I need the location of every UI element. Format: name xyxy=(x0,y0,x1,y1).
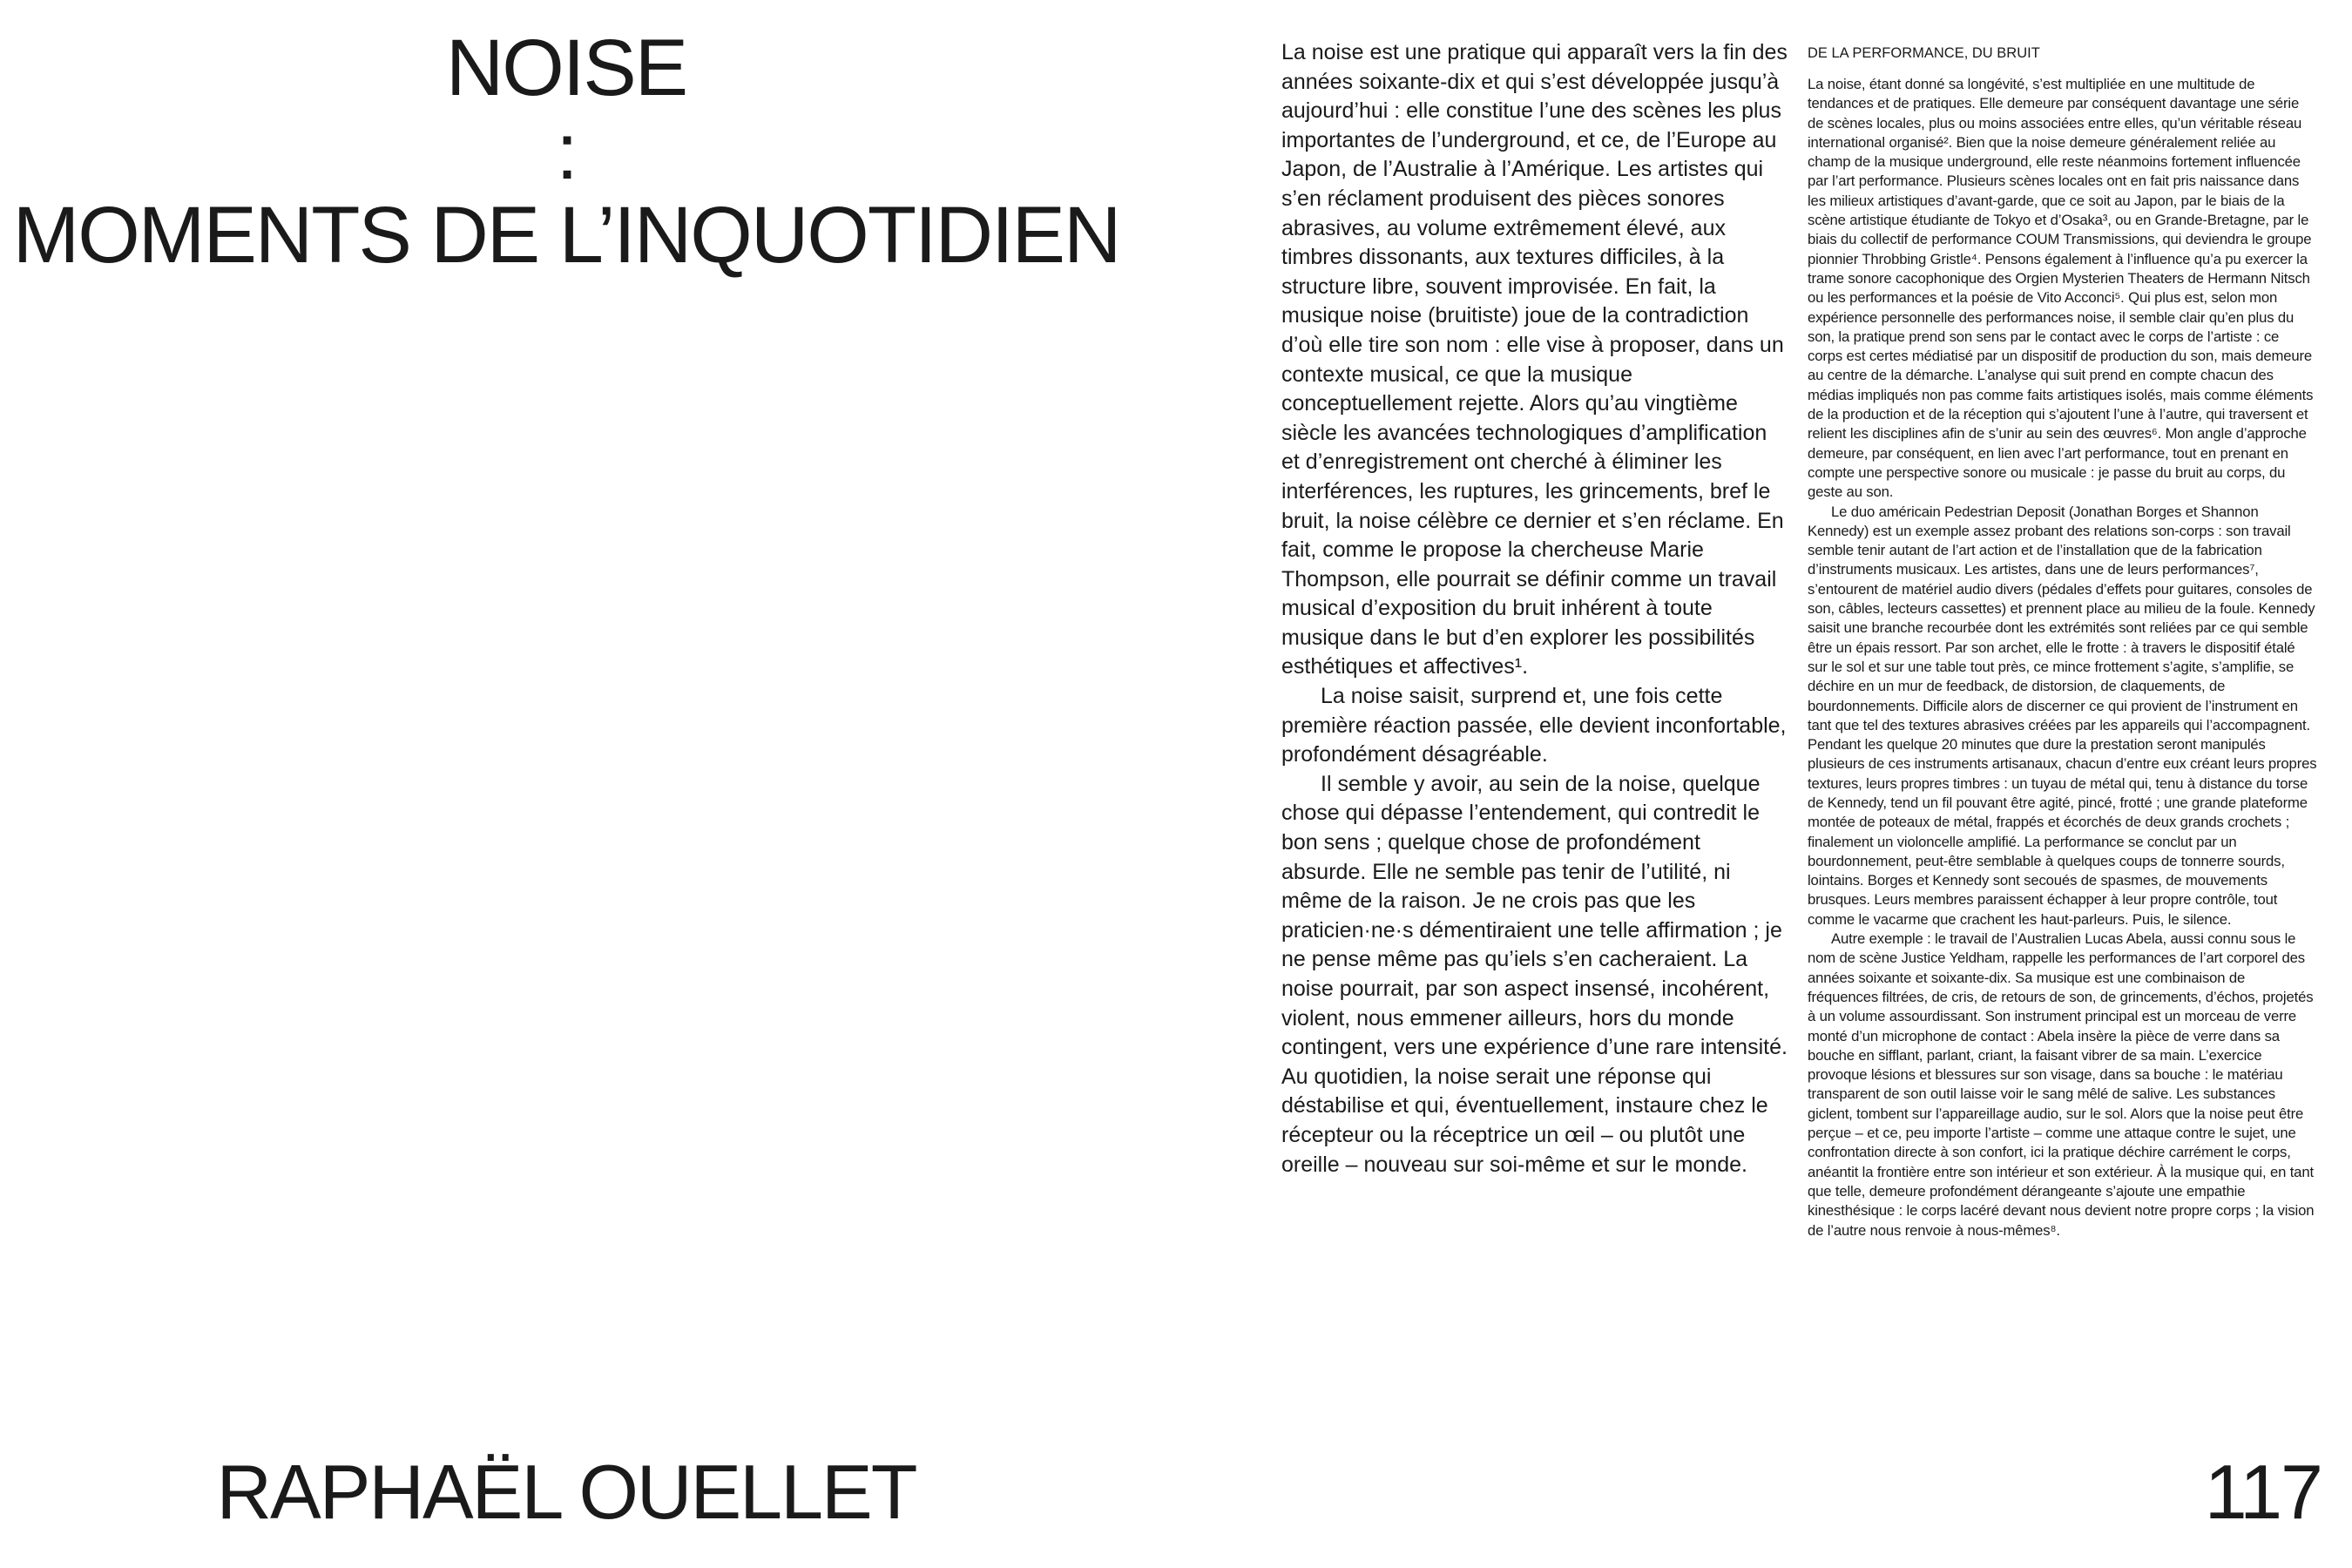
title-line-subtitle: MOMENTS DE L’INQUOTIDIEN xyxy=(12,191,1120,280)
side-text-column xyxy=(1808,44,2317,1240)
main-paragraph: Il semble y avoir, au sein de la noise, quelque chose qui dépasse l’entendement, qui contredit le bon sens ; quelque chose de profondément absurde. Elle ne semble pas tenir de l’utilité, ni même de la raison. Je ne crois pas que les praticien·ne·s démentiraient une telle affirmation ; je ne pense même pas qu’iels s’en cacheraient. La noise pourrait, par son aspect insensé, incohérent, violent, nous emmener ailleurs, hors du monde contingent, vers une expérience d’une rare intensité. Au quotidien, la noise serait une réponse qui déstabilise et qui, éventuellement, instaure chez le récepteur ou la réceptrice un œil – ou plutôt une oreille – nouveau sur soi-même et sur le monde. xyxy=(1281,771,1788,1177)
main-text-column xyxy=(1281,38,1790,1179)
author-name: RAPHAËL OUELLET xyxy=(216,1449,916,1535)
side-paragraph: Autre exemple : le travail de l’Australien Lucas Abela, aussi connu sous le nom de scène Justice Yeldham, rappelle les performances de l’art corporel des années soixante et soixante-dix. Sa musique est une combinaison de fréquences filtrées, de cris, de retours de son, de grincements, d’échos, projetés à un volume assourdissant. Son instrument principal est un morceau de verre monté d’un microphone de contact : Abela insère la pièce de verre dans sa bouche en sifflant, parlant, criant, la faisant vibrer de sa main. L’exercice provoque lésions et blessures sur son visage, dans sa bouche : le matériau transparent de son outil laisse voir le sang mêlé de salive. Les substances giclent, tombent sur l’appareillage audio, sur le sol. Alors que la noise peut être perçue – et ce, peu importe l’artiste – comme une attaque contre le sujet, une confrontation directe à son confort, ici la pratique déchire carrément le corps, anéantit la frontière entre son intérieur et son extérieur. À la musique qui, en tant que telle, demeure profondément dérangeante s’ajoute une empathie kinesthésique : le corps lacéré devant nous devient notre propre corps ; la vision de l’autre nous renvoie à nous-mêmes⁸. xyxy=(1808,930,2315,1239)
page-number: 117 xyxy=(2204,1449,2322,1535)
main-paragraph: La noise saisit, surprend et, une fois cette première réaction passée, elle devient inconfortable, profondément désagréable. xyxy=(1281,684,1787,767)
section-heading: DE LA PERFORMANCE, DU BRUIT xyxy=(1808,45,2040,61)
title-line-noise: NOISE xyxy=(445,24,687,112)
side-paragraph: La noise, étant donné sa longévité, s’est multipliée en une multitude de tendances et de pratiques. Elle demeure par conséquent davantage une série de scènes locales, plus ou moins associées entre elles, qu’un véritable réseau international organisé². Bien que la noise demeure généralement reliée au champ de la musique underground, elle reste néanmoins fortement influencée par l’art performance. Plusieurs scènes locales ont en fait pris naissance dans les milieux artistiques d’avant-garde, que ce soit au Japon, par le biais de la scène artistique étudiante de Tokyo et d’Osaka³, ou en Grande-Bretagne, par le biais du collectif de performance COUM Transmissions, qui deviendra le groupe pionnier Throbbing Gristle⁴. Pensons également à l’influence qu’a pu exercer la trame sonore cacophonique des Orgien Mysterien Theaters de Hermann Nitsch ou les performances et la poésie de Vito Acconci⁵. Qui plus est, selon mon expérience personnelle des performances noise, il semble clair qu’en plus du son, la pratique prend son sens par le contact avec le corps de l’artiste : ce corps est certes médiatisé par un dispositif de production du son, mais demeure au centre de la démarche. L’analyse qui suit prend en compte chacun des médias impliqués non pas comme faits artistiques isolés, mais comme éléments de la production et de la réception qui s’ajoutent l’une à l’autre, qui traversent et relient les disciplines afin de s’unir au sein des œuvres⁶. Mon angle d’approche demeure, par conséquent, en lien avec l’art performance, tout en prenant en compte une perspective sonore ou musicale : je passe du bruit au corps, du geste au son. xyxy=(1808,76,2314,501)
title-separator: : xyxy=(556,107,577,196)
main-paragraph: La noise est une pratique qui apparaît vers la fin des années soixante-dix et qui s’est développée jusqu’à aujourd’hui : elle constitue l’une des scènes les plus importantes de l’underground, et ce, de l’Europe au Japon, de l’Australie à l’Amérique. Les artistes qui s’en réclament produisent des pièces sonores abrasives, au volume extrêmement élevé, aux timbres dissonants, aux textures difficiles, à la structure libre, souvent improvisée. En fait, la musique noise (bruitiste) joue de la contradiction d’où elle tire son nom : elle vise à proposer, dans un contexte musical, ce que la musique conceptuellement rejette. Alors qu’au vingtième siècle les avancées technologiques d’amplification et d’enregistrement ont cherché à éliminer les interférences, les ruptures, les grincements, bref le bruit, la noise célèbre ce dernier et s’en réclame. En fait, comme le propose la chercheuse Marie Thompson, elle pourrait se définir comme un travail musical d’exposition du bruit inhérent à toute musique dans le but d’en explorer les possibilités esthétiques et affectives¹. xyxy=(1281,40,1788,679)
article-title xyxy=(0,24,1132,280)
side-paragraph: Le duo américain Pedestrian Deposit (Jonathan Borges et Shannon Kennedy) est un exemple assez probant des relations son-corps : son travail semble tenir autant de l’art action et de l’installation que de la fabrication d’instruments musicaux. Les artistes, dans une de leurs performances⁷, s’entourent de matériel audio divers (pédales d’effets pour guitares, consoles de son, câbles, lecteurs cassettes) et prennent place au milieu de la foule. Kennedy saisit une branche recourbée dont les extrémités sont reliées par ce qui semble être un épais ressort. Par son archet, elle le frotte : à travers le dispositif étalé sur le sol et sur une table tout près, ce mince frottement s’agite, s’amplifie, se déchire en un mur de feedback, de distorsion, de claquements, de bourdonnements. Difficile alors de discerner ce qui provient de l’instrument en tant que tel des textures abrasives créées par les appareils qui l’accompagnent. Pendant les quelque 20 minutes que dure la prestation seront manipulés plusieurs de ces instruments artisanaux, chacun d’entre eux créant leurs propres textures, leurs propres timbres : un tuyau de métal qui, tenu à distance du torse de Kennedy, tend un fil pouvant être agité, pincé, frotté ; une grande plateforme montée de poteaux de métal, frappés et écorchés de deux grands crochets ; finalement un violoncelle amplifié. La performance se conclut par un bourdonnement, peut-être semblable à quelques coups de tonnerre sourds, lointains. Borges et Kennedy sont secoués de spasmes, de mouvements brusques. Leurs membres paraissent échapper à leur propre contrôle, tout comme le vacarme que crachent les haut-parleurs. Puis, le silence. xyxy=(1808,503,2317,928)
